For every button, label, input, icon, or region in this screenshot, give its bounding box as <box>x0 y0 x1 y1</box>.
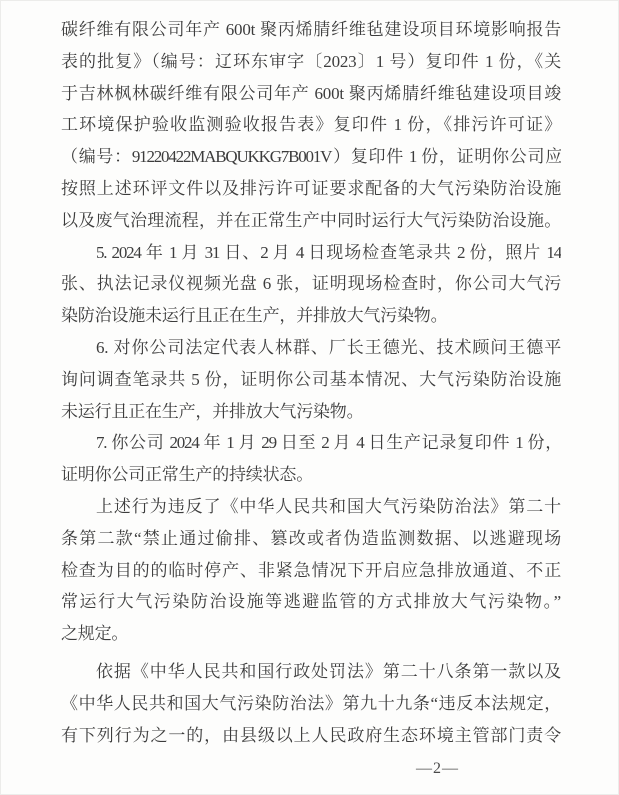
doc-line: 以及废气治理流程，并在正常生产中同时运行大气污染防治设施。 <box>61 210 561 230</box>
doc-line: 于吉林枫林碳纤维有限公司年产 600t 聚丙烯腈纤维毡建设项目竣 <box>61 83 561 103</box>
page-number: —2— <box>416 760 459 778</box>
doc-line: 依据《中华人民共和国行政处罚法》第二十八条第一款以及 <box>96 661 561 681</box>
doc-line: 按照上述环评文件以及排污许可证要求配备的大气污染防治设施 <box>61 178 561 198</box>
doc-line: 未运行且正在生产，并排放大气污染物。 <box>61 401 364 421</box>
doc-line: 之规定。 <box>61 624 129 644</box>
doc-line: 张、执法记录仪视频光盘 6 张，证明现场检查时，你公司大气污 <box>61 274 561 294</box>
doc-line: 碳纤维有限公司年产 600t 聚丙烯腈纤维毡建设项目环境影响报告 <box>61 20 561 39</box>
doc-line: 工环境保护验收监测验收报告表》复印件 1 份，《排污许可证》 <box>61 115 561 135</box>
doc-line: 条第二款“禁止通过偷排、篡改或者伪造监测数据、以逃避现场 <box>61 528 561 548</box>
doc-line: 5. 2024 年 1 月 31 日、2 月 4 日现场检查笔录共 2 份，照片 14 <box>96 242 561 262</box>
doc-line: 检查为目的的临时停产、非紧急情况下开启应急排放通道、不正 <box>61 560 561 580</box>
doc-line: 6. 对你公司法定代表人林群、厂长王德光、技术顾问王德平 <box>96 337 561 357</box>
doc-line: 有下列行为之一的，由县级以上人民政府生态环境主管部门责令 <box>61 725 561 745</box>
doc-line: 表的批复》（编号：辽环东审字〔2023〕1 号）复印件 1 份，《关 <box>61 51 561 71</box>
doc-line: （编号：91220422MABQUKKG7B001V）复印件 1 份，证明你公司应 <box>61 147 561 167</box>
doc-line: 染防治设施未运行且正在生产，并排放大气污染物。 <box>61 306 448 326</box>
doc-line: 7. 你公司 2024 年 1 月 29 日至 2 月 4 日生产记录复印件 1 份， <box>96 433 561 453</box>
doc-line: 《中华人民共和国大气污染防治法》第九十九条“违反本法规定， <box>61 693 561 713</box>
doc-line: 常运行大气污染防治设施等逃避监管的方式排放大气污染物。” <box>61 592 561 612</box>
doc-line: 证明你公司正常生产的持续状态。 <box>61 465 313 485</box>
doc-line: 上述行为违反了《中华人民共和国大气污染防治法》第二十 <box>96 496 561 516</box>
doc-line: 询问调查笔录共 5 份，证明你公司基本情况、大气污染防治设施 <box>61 369 561 389</box>
